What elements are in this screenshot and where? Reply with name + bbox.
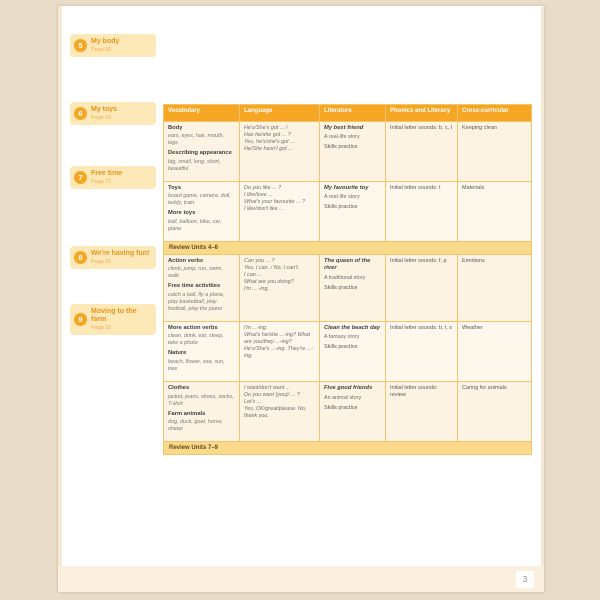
vocab-topic: Farm animals bbox=[168, 410, 206, 417]
unit-text bbox=[91, 308, 153, 331]
review-row bbox=[164, 442, 532, 455]
vocab-examples: ears, eyes, hair, mouth, legs bbox=[168, 133, 225, 147]
literature-title: My favourite toy bbox=[324, 184, 369, 191]
cell-cross-curricular bbox=[458, 121, 532, 181]
language-line: Yes, he's/she's got ... bbox=[244, 138, 295, 145]
language-line: What's he/she ...-ing? What are you/they ...-ing? bbox=[244, 331, 311, 345]
cell-literature bbox=[320, 181, 386, 241]
table-row bbox=[164, 181, 532, 241]
unit-title: Moving to the farm bbox=[91, 308, 137, 324]
unit-text bbox=[91, 170, 122, 185]
page-footer-band bbox=[58, 566, 544, 592]
unit-tab[interactable] bbox=[70, 102, 156, 125]
vocab-examples: beach, flower, sea, sun, tree bbox=[168, 358, 225, 372]
vocab-topic: Describing appearance bbox=[168, 150, 232, 157]
cross-curricular-text: Emotions bbox=[462, 257, 485, 264]
unit-text bbox=[91, 38, 119, 53]
vocab-examples: board game, camera, doll, teddy, train bbox=[168, 193, 231, 207]
literature-title: Five good friends bbox=[324, 385, 373, 392]
literature-subtitle: A real-life story bbox=[324, 194, 360, 201]
unit-title: Free time bbox=[91, 170, 123, 177]
vocab-topic: Body bbox=[168, 124, 183, 131]
unit-number-badge: 7 bbox=[74, 171, 87, 184]
unit-tab[interactable] bbox=[70, 304, 156, 335]
cell-cross-curricular bbox=[458, 382, 532, 442]
language-line: I'm ...-ing. bbox=[244, 324, 268, 331]
unit-page-ref: Page 92 bbox=[91, 325, 112, 332]
literature-title: My best friend bbox=[324, 124, 364, 131]
literature-extra: Skills practice bbox=[324, 144, 358, 151]
unit-page-ref: Page 82 bbox=[91, 259, 112, 266]
language-line: I like/don't like ... bbox=[244, 205, 284, 212]
cell-language bbox=[240, 121, 320, 181]
cell-phonics bbox=[386, 181, 458, 241]
language-line: I want/don't want ... bbox=[244, 385, 291, 392]
column-header-cross-curricular: Cross-curricular bbox=[458, 105, 532, 122]
unit-title: My body bbox=[91, 38, 120, 45]
literature-title: The queen of the river bbox=[324, 257, 371, 272]
cross-curricular-text: Keeping clean bbox=[462, 124, 497, 131]
language-line: Do you want (you)/ ... ? bbox=[244, 392, 300, 399]
phonics-text: Initial letter sounds: b, c, l bbox=[390, 124, 453, 131]
literature-extra: Skills practice bbox=[324, 344, 358, 351]
unit-text bbox=[91, 250, 149, 265]
phonics-text: Initial letter sounds: review bbox=[390, 385, 438, 399]
literature-subtitle: An animal story bbox=[324, 394, 362, 401]
syllabus-table-wrapper bbox=[163, 104, 531, 455]
cell-cross-curricular bbox=[458, 321, 532, 381]
vocab-topic: Toys bbox=[168, 184, 182, 191]
vocab-examples: ball, balloon, bike, car, plane bbox=[168, 218, 222, 232]
cell-phonics bbox=[386, 121, 458, 181]
table-row bbox=[164, 382, 532, 442]
column-header-language: Language bbox=[240, 105, 320, 122]
vocab-examples: jacket, jeans, shoes, socks, T-shirt bbox=[168, 393, 234, 407]
literature-extra: Skills practice bbox=[324, 284, 358, 291]
cell-vocabulary bbox=[164, 382, 240, 442]
language-line: Yes, I can. / No, I can't. bbox=[244, 264, 300, 271]
unit-tab[interactable] bbox=[70, 34, 156, 57]
vocab-topic: Action verbs bbox=[168, 257, 204, 264]
phonics-text: Initial letter sounds: b, l, s bbox=[390, 324, 453, 331]
literature-subtitle: A traditional story bbox=[324, 274, 366, 281]
unit-number-badge: 8 bbox=[74, 251, 87, 264]
review-row bbox=[164, 241, 532, 254]
cell-language bbox=[240, 382, 320, 442]
language-line: Do you like ... ? bbox=[244, 184, 282, 191]
vocab-examples: climb, jump, run, swim, walk bbox=[168, 266, 223, 280]
language-line: Let's ... bbox=[244, 399, 262, 406]
cell-literature bbox=[320, 254, 386, 321]
vocab-topic: Free time activities bbox=[168, 283, 221, 290]
unit-tab[interactable] bbox=[70, 246, 156, 269]
column-header-phonics: Phonics and Literacy bbox=[386, 105, 458, 122]
cross-curricular-text: Materials bbox=[462, 184, 485, 191]
cell-literature bbox=[320, 121, 386, 181]
cell-language bbox=[240, 181, 320, 241]
language-line: I can ... bbox=[244, 271, 262, 278]
literature-subtitle: A real-life story bbox=[324, 134, 360, 141]
language-line: Yes, OK/great/please. No, thank you. bbox=[244, 406, 307, 420]
cell-phonics bbox=[386, 321, 458, 381]
language-line: He's/She's got ... / bbox=[244, 124, 288, 131]
table-head bbox=[164, 105, 532, 122]
cell-phonics bbox=[386, 382, 458, 442]
unit-number-badge: 9 bbox=[74, 313, 87, 326]
literature-extra: Skills practice bbox=[324, 204, 358, 211]
cell-literature bbox=[320, 382, 386, 442]
unit-text bbox=[91, 106, 117, 121]
vocab-examples: catch a ball, fly a plane, play basketball, play football, play the piano bbox=[168, 291, 225, 312]
literature-subtitle: A fantasy story bbox=[324, 334, 360, 341]
unit-number-badge: 5 bbox=[74, 39, 87, 52]
cell-literature bbox=[320, 321, 386, 381]
table-body bbox=[164, 121, 532, 455]
unit-page-ref: Page 60 bbox=[91, 115, 112, 122]
cross-curricular-text: Caring for animals bbox=[462, 385, 507, 392]
vocab-examples: dog, duck, goat, horse, sheep bbox=[168, 419, 223, 433]
page-number: 3 bbox=[516, 571, 534, 588]
column-header-literature: Literature bbox=[320, 105, 386, 122]
language-line: What's your favourite ... ? bbox=[244, 198, 305, 205]
review-label: Review Units 4–6 bbox=[164, 241, 532, 254]
unit-title: My toys bbox=[91, 106, 118, 113]
syllabus-table bbox=[163, 104, 532, 455]
language-line: He's/She's ...-ing. They're ...-ing. bbox=[244, 345, 313, 359]
table-row bbox=[164, 254, 532, 321]
unit-number-badge: 6 bbox=[74, 107, 87, 120]
unit-page-ref: Page 50 bbox=[91, 47, 112, 54]
language-line: What are you doing? bbox=[244, 278, 294, 285]
review-label: Review Units 7–9 bbox=[164, 442, 532, 455]
vocab-topic: Clothes bbox=[168, 385, 190, 392]
vocab-topic: Nature bbox=[168, 350, 187, 357]
cell-vocabulary bbox=[164, 121, 240, 181]
cell-language bbox=[240, 254, 320, 321]
document-page bbox=[58, 6, 544, 592]
language-line: I like/love ... bbox=[244, 191, 273, 198]
column-header-vocabulary: Vocabulary bbox=[164, 105, 240, 122]
language-line: Has he/she got ... ? bbox=[244, 131, 291, 138]
language-line: I'm ... -ing. bbox=[244, 285, 269, 292]
literature-extra: Skills practice bbox=[324, 404, 358, 411]
literature-title: Clean the beach day bbox=[324, 324, 381, 331]
phonics-text: Initial letter sounds: t bbox=[390, 184, 441, 191]
cross-curricular-text: Weather bbox=[462, 324, 483, 331]
table-header-row bbox=[164, 105, 532, 122]
cell-vocabulary bbox=[164, 181, 240, 241]
cell-vocabulary bbox=[164, 254, 240, 321]
vocab-examples: clean, drink, eat, sleep, take a photo bbox=[168, 333, 224, 347]
cell-cross-curricular bbox=[458, 254, 532, 321]
vocab-examples: big, small, long, short, beautiful bbox=[168, 158, 221, 172]
table-row bbox=[164, 121, 532, 181]
cell-language bbox=[240, 321, 320, 381]
language-line: He/She hasn't got ... bbox=[244, 145, 293, 152]
vocab-topic: More action verbs bbox=[168, 324, 218, 331]
cell-phonics bbox=[386, 254, 458, 321]
unit-page-ref: Page 72 bbox=[91, 179, 112, 186]
language-line: Can you ... ? bbox=[244, 257, 275, 264]
cell-vocabulary bbox=[164, 321, 240, 381]
cell-cross-curricular bbox=[458, 181, 532, 241]
unit-tab[interactable] bbox=[70, 166, 156, 189]
phonics-text: Initial letter sounds: f, p bbox=[390, 257, 447, 264]
table-row bbox=[164, 321, 532, 381]
unit-title: We're having fun! bbox=[91, 250, 150, 257]
vocab-topic: More toys bbox=[168, 210, 196, 217]
